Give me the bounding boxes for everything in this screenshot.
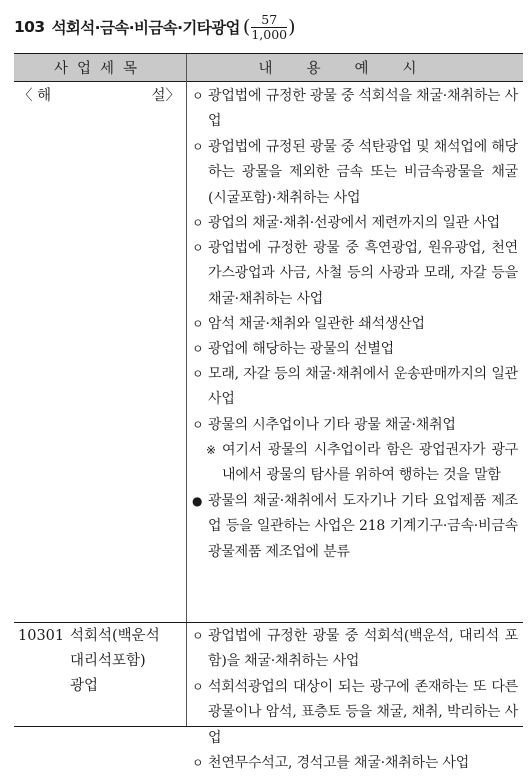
business-name-line: 대리석포함) [70,653,146,669]
circle-bullet-icon: ㅇ [192,629,204,643]
list-item [192,211,518,236]
business-name [70,624,176,699]
list-item [192,362,518,413]
business-name-line: 석회석(백운석 [70,628,160,644]
business-code: 10301 [18,628,65,644]
item-text: 광업법에 규정한 광물 중 석회석을 채굴·채취하는 사업 [208,88,518,130]
business-name-line: 광업 [70,678,99,694]
rate-fraction [243,13,296,42]
rate-denominator: 1,000 [251,26,288,42]
list-item [192,413,518,438]
item-text: 광물의 채굴·채취에서 도자기나 기타 요업제품 제조업 등을 일관하는 사업은 218 기계기구·금속·비금속광물제품 제조업에 분류 [208,493,518,560]
industry-code: 103 [14,18,45,36]
circle-bullet-icon: ㅇ [192,367,204,381]
item-text: 광업에 해당하는 광물의 선별업 [208,341,394,357]
label-right-part: 설〉 [151,88,180,104]
note-item [192,438,518,489]
item-text: 광업의 채굴·채취·선광에서 제련까지의 일관 사업 [208,215,500,231]
header-content-examples: 내용예시 [258,61,451,77]
section-divider [14,622,523,623]
list-item [192,236,518,312]
list-item [192,489,518,565]
item-text: 천연무수석고, 경석고를 채굴·채취하는 사업 [208,755,470,771]
rate-numerator: 57 [261,11,278,27]
circle-bullet-icon: ㅇ [192,756,204,770]
list-item [192,675,518,751]
header-business-detail: 사업세목 [53,61,147,77]
industry-name: 석회석·금속·비금속·기타광업 [51,19,240,37]
item-text: 석회석광업의 대상이 되는 광구에 존재하는 또 다른 광물이나 암석, 표층토 등을 채굴, 채취, 박리하는 사업 [208,679,518,746]
circle-bullet-icon: ㅇ [192,241,204,255]
section-explanation-label [18,84,180,109]
circle-bullet-icon: ㅇ [192,317,204,331]
list-item [192,312,518,337]
label-left-part: 〈 해 [18,88,52,104]
close-paren: ) [288,15,296,38]
list-item [192,135,518,211]
item-text: 광물의 시추업이나 기타 광물 채굴·채취업 [208,417,456,433]
filled-bullet-icon: ● [192,494,203,508]
list-item [192,751,518,776]
item-text: 광업법에 규정한 광물 중 흑연광업, 원유광업, 천연가스광업과 사금, 사철 등의 사광과 모래, 자갈 등을 채굴·채취하는 사업 [208,240,518,307]
item-text: 암석 채굴·채취와 일관한 쇄석생산업 [208,316,425,332]
item-text: 광업법에 규정된 광물 중 석탄광업 및 채석업에 해당하는 광물을 제외한 금속 또는 비금속광물을 채굴(시굴포함)·채취하는 사업 [208,139,518,206]
reference-mark-icon: ※ [206,443,216,457]
circle-bullet-icon: ㅇ [192,418,204,432]
section-10301-label [18,624,180,702]
page-title [14,6,296,48]
circle-bullet-icon: ㅇ [192,680,204,694]
item-text: 광업법에 규정한 광물 중 석회석(백운석, 대리석 포함)을 채굴·채취하는 사업 [208,628,518,670]
list-item [192,624,518,675]
circle-bullet-icon: ㅇ [192,342,204,356]
list-item [192,337,518,362]
list-item [192,84,518,135]
fraction-box [251,13,287,42]
classification-table [14,53,523,771]
open-paren: ( [242,15,251,38]
item-text: 모래, 자갈 등의 채굴·채취에서 운송판매까지의 일관사업 [208,366,518,408]
circle-bullet-icon: ㅇ [192,89,204,103]
table-header [14,54,523,82]
circle-bullet-icon: ㅇ [192,140,204,154]
circle-bullet-icon: ㅇ [192,216,204,230]
note-text: 여기서 광물의 시추업이라 함은 광업권자가 광구 내에서 광물의 탐사를 위하여 행하는 것을 말함 [222,442,518,484]
column-divider [186,54,187,726]
